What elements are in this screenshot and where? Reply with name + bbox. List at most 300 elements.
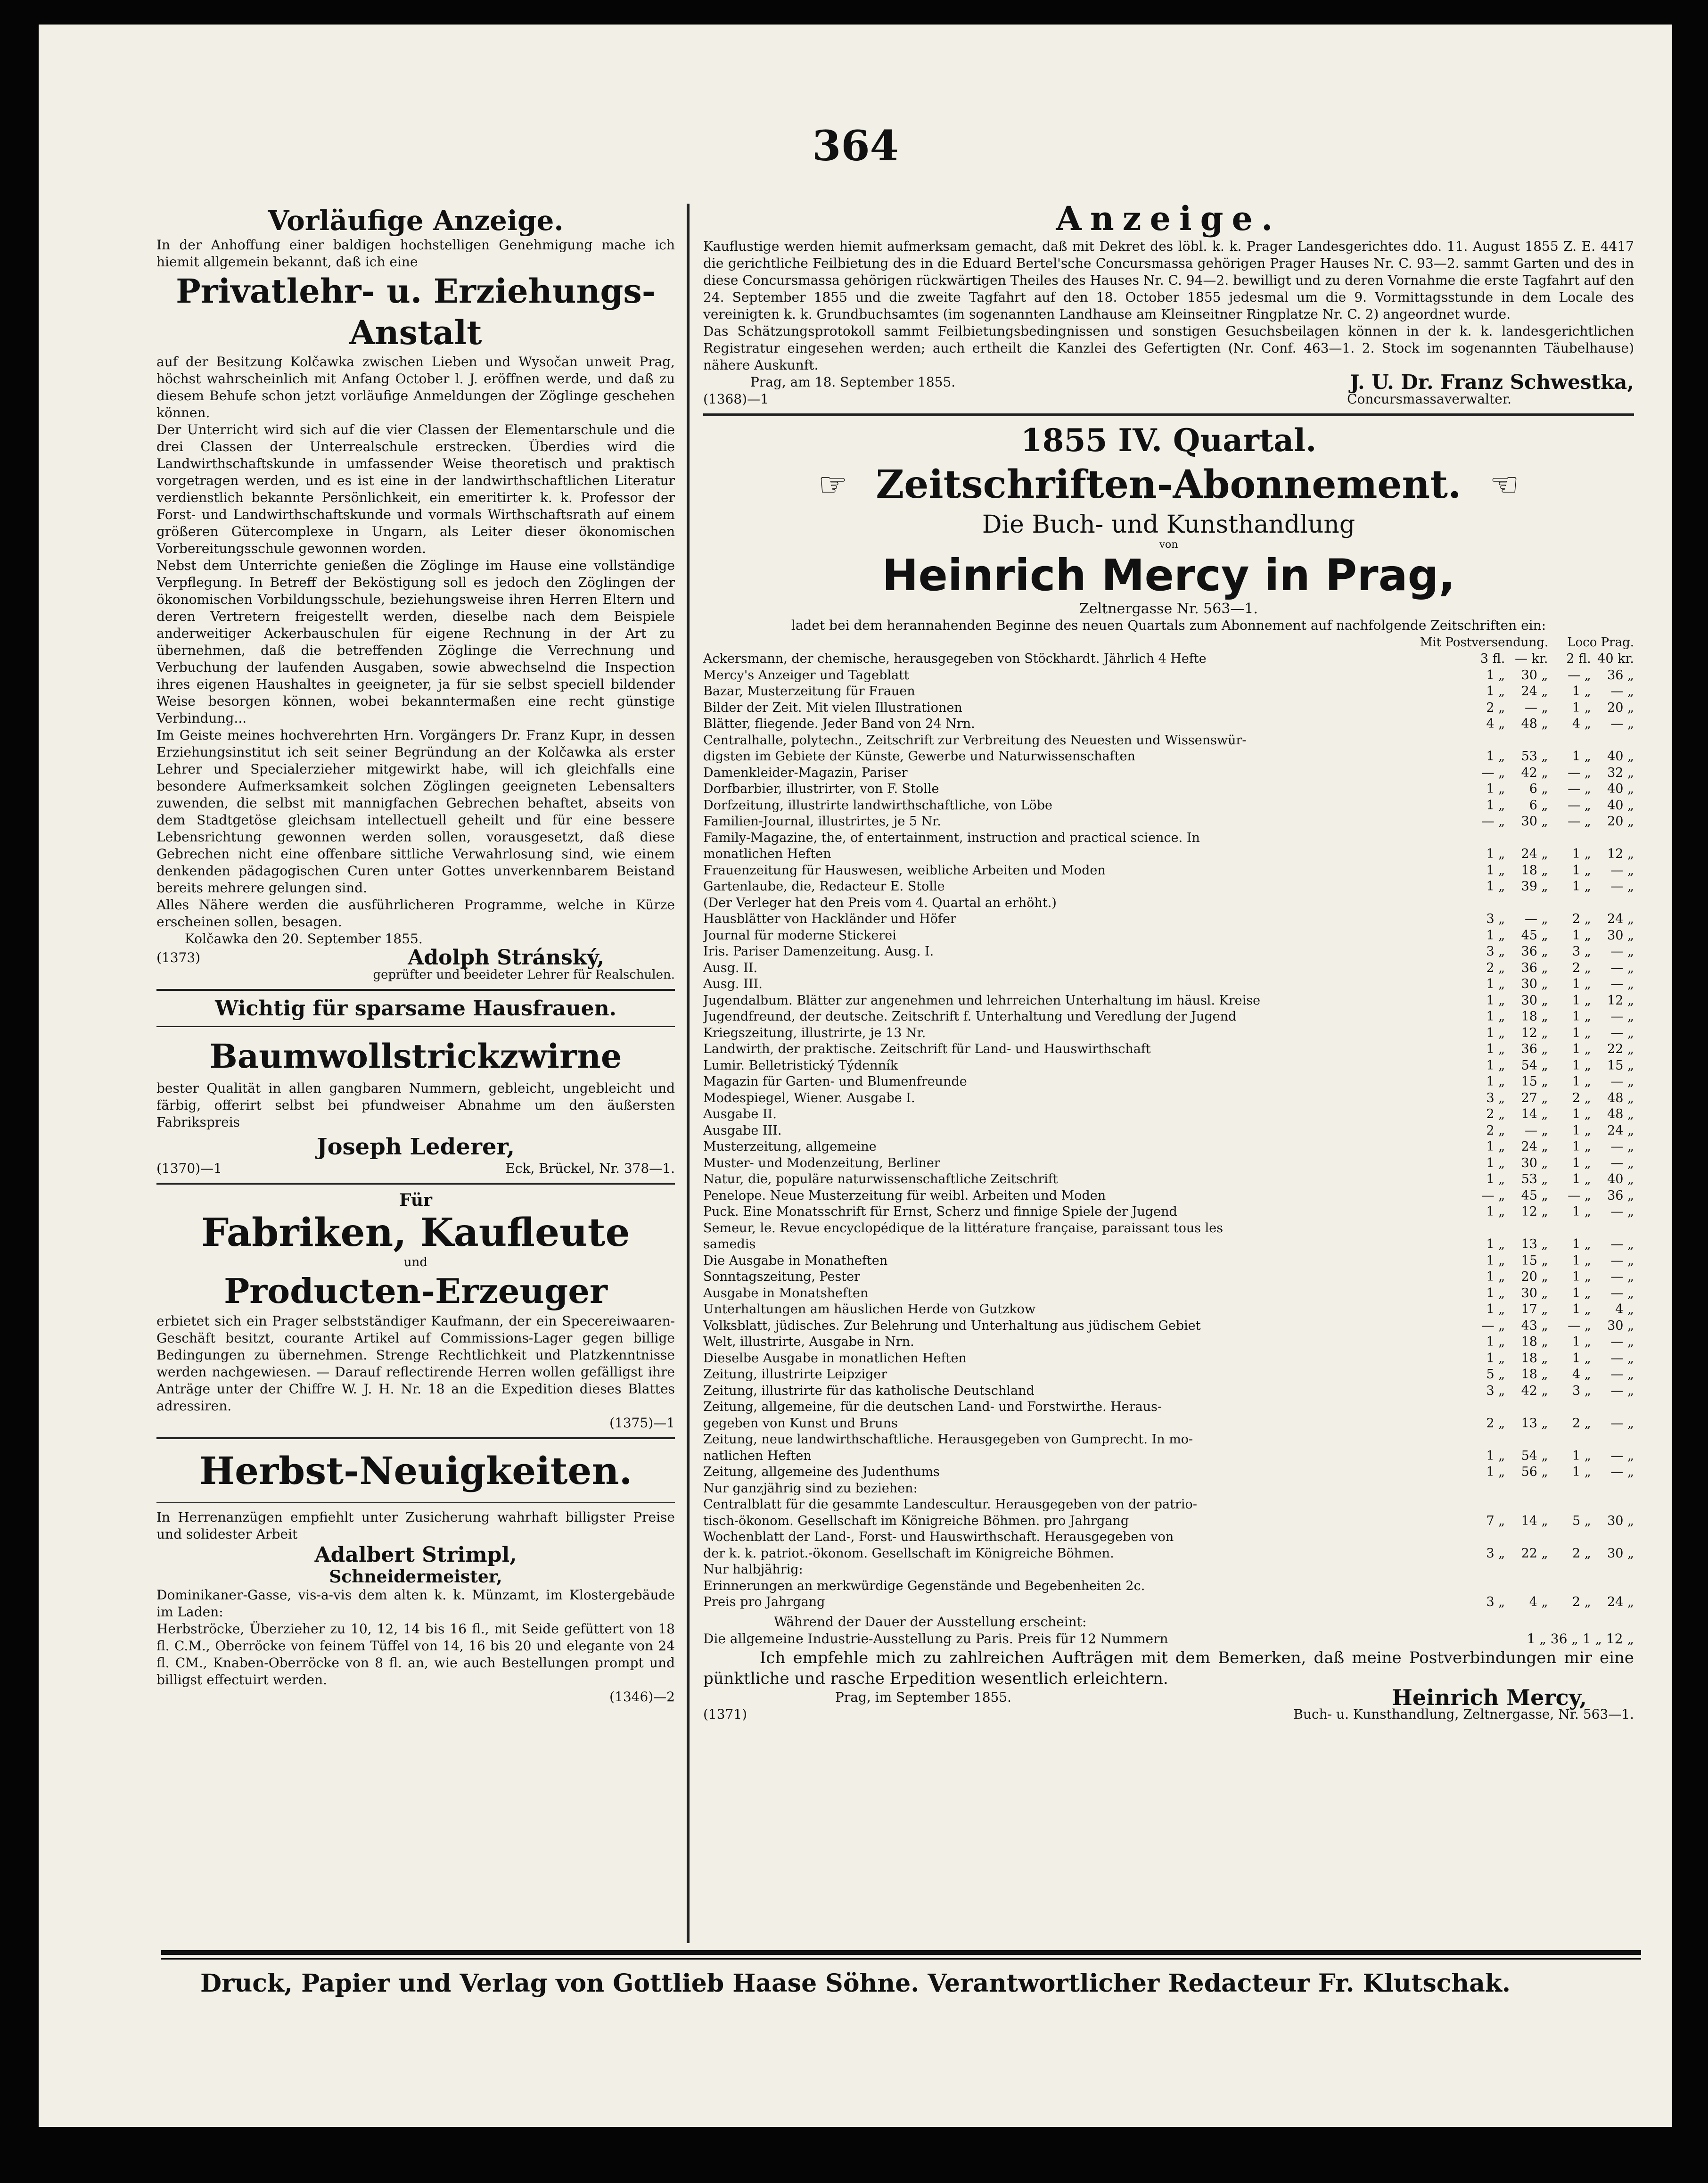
price-row — [703, 1432, 1634, 1448]
price-cell: 3 fl. — [1480, 651, 1505, 666]
price-cell: 2 fl. — [1566, 651, 1591, 666]
ad1-p1: auf der Besitzung Kolčawka zwischen Lieben und Wysočan unweit Prag, höchst wahrscheinlich mit Anfang October l. J. eröffnen werde, und daß zu diesem Behufe schon jetzt vorläufige Anmeldungen der Zöglinge geschehen können. — [156, 354, 675, 420]
ad2-address: Eck, Brückel, Nr. 378—1. — [505, 1161, 675, 1176]
price-cell: 4 „ — [1615, 1302, 1634, 1317]
price-row — [703, 684, 1634, 700]
price-cell: 43 „ — [1521, 1318, 1548, 1333]
ad1-p2: Der Unterricht wird sich auf die vier Classen der Elementarschule und die drei Classen der Unterrealschule erstrecken. Überdies wird die Landwirthschaftskunde in umfassender Weise theoretisch und praktisch vorgetragen werden, und es ist eine in der landwirthschaftlichen Literatur verdienstlich bekannte Persönlichkeit, ein emeritirter k. k. Professor der Forst- und Landwirthschaftskunde und vormals Wirthschaftsrath auf einem größeren Gütercomplexe in Ungarn, als Leiter dieser ökonomischen Vorbereitungsschule gewonnen worden. — [156, 422, 675, 556]
pointing-hand-left-icon: ☜ — [1489, 465, 1519, 504]
ad4-number: (1346)—2 — [609, 1689, 675, 1705]
price-row — [703, 651, 1634, 667]
price-cell: 24 „ — [1521, 684, 1548, 699]
price-cell: 1 „ — [1572, 1204, 1591, 1219]
price-row — [703, 1285, 1634, 1302]
price-cell — [1591, 1220, 1634, 1237]
periodical-title: Lumir. Belletristický Týdenník — [703, 1058, 898, 1073]
price-row — [703, 716, 1634, 733]
ad2-number: (1370)—1 — [156, 1161, 222, 1176]
price-row — [703, 1041, 1634, 1058]
periodical-title: Hausblätter von Hackländer und Höfer — [703, 912, 956, 926]
price-cell — [1548, 830, 1591, 847]
price-cell: 40 kr. — [1597, 651, 1634, 666]
periodical-title: Bazar, Musterzeitung für Frauen — [703, 684, 915, 699]
price-cell: 1 „ — [1572, 1302, 1591, 1317]
price-cell: 3 „ — [1486, 1090, 1505, 1105]
price-cell — [1591, 1562, 1634, 1578]
price-cell: 1 „ — [1486, 1269, 1505, 1284]
periodical-title: Zeitung, illustrirte Leipziger — [703, 1367, 887, 1382]
periodical-title: Penelope. Neue Musterzeitung für weibl. Arbeiten und Moden — [703, 1188, 1106, 1203]
price-row — [703, 1334, 1634, 1351]
price-cell: 36 „ — [1521, 960, 1548, 975]
periodical-title: Modespiegel, Wiener. Ausgabe I. — [703, 1090, 915, 1105]
price-row — [703, 765, 1634, 782]
price-cell: 7 „ — [1486, 1513, 1505, 1528]
anzeige-signature: J. U. Dr. Franz Schwestka, — [1350, 371, 1634, 394]
periodical-title: Sonntagszeitung, Pester — [703, 1269, 861, 1284]
price-cell: 30 „ — [1521, 814, 1548, 829]
price-cell: — „ — [1481, 1188, 1505, 1203]
price-cell: 1 „ — [1486, 928, 1505, 943]
price-row — [703, 814, 1634, 830]
price-cell: 1 „ — [1486, 879, 1505, 894]
price-cell: 1 „ — [1486, 1155, 1505, 1170]
price-cell: 48 „ — [1607, 1090, 1634, 1105]
price-cell: 3 „ — [1572, 1383, 1591, 1398]
shop-address: Zeltnergasse Nr. 563—1. — [1079, 601, 1258, 617]
price-cell: 14 „ — [1521, 1513, 1548, 1528]
price-cell: 56 „ — [1521, 1465, 1548, 1479]
price-cell: 30 „ — [1607, 1546, 1634, 1561]
divider — [156, 989, 675, 991]
price-row — [703, 1578, 1634, 1595]
price-cell: 1 „ — [1486, 749, 1505, 764]
price-cell: 1 „ — [1572, 1172, 1591, 1186]
price-cell: — „ — [1568, 1318, 1591, 1333]
price-cell — [1462, 733, 1505, 749]
price-cell — [1462, 895, 1505, 912]
price-cell: 36 „ — [1521, 1042, 1548, 1056]
price-cell: — „ — [1610, 879, 1634, 894]
price-row — [703, 1204, 1634, 1220]
price-cell: 15 „ — [1521, 1074, 1548, 1089]
price-cell: 3 „ — [1486, 912, 1505, 926]
price-cell: 48 „ — [1521, 717, 1548, 731]
ad4-name: Adalbert Strimpl, — [314, 1543, 517, 1567]
price-cell: 45 „ — [1521, 928, 1548, 943]
price-cell: — „ — [1568, 782, 1591, 796]
quarter-title: 1855 IV. Quartal. — [1020, 422, 1317, 459]
price-cell: 30 „ — [1521, 1155, 1548, 1170]
price-cell: — „ — [1481, 765, 1505, 780]
pointing-hand-right-icon: ☞ — [818, 465, 848, 504]
price-cell: 1 „ — [1572, 1074, 1591, 1089]
price-cell — [1462, 1578, 1505, 1595]
exhibition-line1: Während der Dauer der Ausstellung erscheint: — [774, 1614, 1087, 1630]
price-row — [703, 1090, 1634, 1107]
price-cell: 3 „ — [1486, 1595, 1505, 1609]
periodical-title: Landwirth, der praktische. Zeitschrift für Land- und Hauswirthschaft — [703, 1042, 1151, 1056]
price-cell: 13 „ — [1521, 1237, 1548, 1252]
anzeige-title: Anzeige. — [1056, 199, 1281, 238]
price-row — [703, 1594, 1634, 1611]
closing-sig-sub: Buch- u. Kunsthandlung, Zeltnergasse, Nr. 563—1. — [1293, 1706, 1634, 1722]
price-cell — [1548, 1432, 1591, 1448]
periodical-title: samedis — [703, 1237, 756, 1252]
price-cell: 24 „ — [1521, 847, 1548, 861]
periodical-title: gegeben von Kunst und Bruns — [703, 1416, 898, 1431]
price-cell: 4 „ — [1572, 1367, 1591, 1382]
price-cell: 1 „ — [1572, 1351, 1591, 1366]
periodical-title: Frauenzeitung für Hauswesen, weibliche Arbeiten und Moden — [703, 863, 1106, 878]
price-cell: 53 „ — [1521, 1172, 1548, 1186]
price-cell: 30 „ — [1607, 928, 1634, 943]
price-row — [703, 1123, 1634, 1139]
price-cell: 1 „ — [1572, 1009, 1591, 1024]
price-cell: 1 „ — [1486, 1172, 1505, 1186]
price-cell: — „ — [1610, 1465, 1634, 1479]
ad3-fuer: Für — [399, 1190, 433, 1210]
price-cell: 2 „ — [1486, 1107, 1505, 1121]
price-cell: 1 „ — [1572, 863, 1591, 878]
price-cell: 1 „ — [1572, 749, 1591, 764]
price-cell: 40 „ — [1607, 798, 1634, 813]
price-cell — [1462, 1432, 1505, 1448]
price-row — [703, 976, 1634, 993]
price-cell — [1505, 1220, 1548, 1237]
price-cell: 1 „ — [1486, 1253, 1505, 1268]
price-cell — [1505, 733, 1548, 749]
price-cell: 17 „ — [1521, 1302, 1548, 1317]
price-row — [703, 1318, 1634, 1335]
price-cell: 2 „ — [1572, 1416, 1591, 1431]
closing-text: Ich empfehle mich zu zahlreichen Aufträgen mit dem Bemerken, daß meine Postverbindungen mir eine pünktliche und rasche Erpedition wesentlich erleichtern. — [703, 1648, 1634, 1688]
periodical-title: Dieselbe Ausgabe in monatlichen Heften — [703, 1351, 967, 1366]
price-cell: 12 „ — [1607, 847, 1634, 861]
price-cell: 2 „ — [1486, 1416, 1505, 1431]
price-cell: 40 „ — [1607, 1172, 1634, 1186]
price-cell: 15 „ — [1521, 1253, 1548, 1268]
price-cell: 42 „ — [1521, 1383, 1548, 1398]
price-row — [703, 1188, 1634, 1204]
price-cell: 6 „ — [1529, 782, 1548, 796]
periodical-title: Ausgabe in Monatsheften — [703, 1285, 869, 1301]
price-cell: 48 „ — [1607, 1107, 1634, 1121]
periodical-title: Zeitung, allgemeine des Judenthums — [703, 1465, 940, 1479]
periodical-title: Damenkleider-Magazin, Pariser — [703, 765, 908, 780]
price-cell — [1462, 1220, 1505, 1237]
price-row — [703, 1416, 1634, 1432]
price-cell: 12 „ — [1521, 1204, 1548, 1219]
price-row — [703, 1464, 1634, 1481]
ad4-intro: In Herrenanzügen empfiehlt unter Zusicherung wahrhaft billigster Preise und solidester Arbeit — [156, 1509, 675, 1542]
periodical-title: Family-Magazine, the, of entertainment, instruction and practical science. In — [703, 830, 1200, 845]
price-cell: 3 „ — [1486, 1383, 1505, 1398]
price-cell: 1 „ — [1572, 993, 1591, 1008]
price-cell: 18 „ — [1521, 1351, 1548, 1366]
price-cell: 1 „ — [1486, 1058, 1505, 1073]
periodical-title: Natur, die, populäre naturwissenschaftliche Zeitschrift — [703, 1172, 1058, 1186]
price-row — [703, 960, 1634, 977]
periodical-title: Ausgabe III. — [703, 1123, 782, 1138]
price-cell: 1 „ — [1572, 1253, 1591, 1268]
ad1-p3: Nebst dem Unterrichte genießen die Zöglinge im Hause eine vollständige Verpflegung. In Betreff der Beköstigung soll es jedoch den Zöglingen der ökonomischen Vorbildungsschule, beziehungsweise ihren Herren Eltern und deren Vertretern freigestellt werden, dieselbe nach dem Beispiele anderweitiger Ackerbauschulen für eigene Rechnung in der Art zu übernehmen, daß die betreffenden Zöglinge die Verrechnung und Verbuchung der laufenden Ausgaben, sowie abwechselnd die Inspection ihres eigenen Haushaltes in geeigneter, ja für sie selbst speciell bildender Weise besorgen können, wobei bekanntermaßen eine recht günstige Verbindung... — [156, 558, 675, 726]
price-cell: — „ — [1610, 1383, 1634, 1398]
price-cell: 1 „ — [1572, 1155, 1591, 1170]
periodical-title: Musterzeitung, allgemeine — [703, 1139, 877, 1154]
price-row — [703, 1269, 1634, 1285]
price-row — [703, 830, 1634, 847]
price-cell: 12 „ — [1521, 1025, 1548, 1040]
price-cell — [1462, 1529, 1505, 1546]
price-row — [703, 1171, 1634, 1188]
price-cell: — „ — [1610, 1269, 1634, 1284]
lead-text: ladet bei dem herannahenden Beginne des neuen Quartals zum Abonnement auf nachfolgende Zeitschriften ein: — [791, 618, 1546, 633]
price-cell: 1 „ — [1572, 928, 1591, 943]
divider — [156, 1026, 675, 1027]
ad3-und: und — [403, 1255, 428, 1269]
price-row — [703, 733, 1634, 749]
price-cell: 1 „ — [1572, 1237, 1591, 1252]
price-cell: 1 „ — [1486, 667, 1505, 683]
price-cell — [1548, 1562, 1591, 1578]
column-divider — [687, 204, 690, 1943]
price-cell: 14 „ — [1521, 1107, 1548, 1121]
exhibition-line2: Die allgemeine Industrie-Ausstellung zu Paris. Preis für 12 Nummern — [703, 1631, 1168, 1647]
price-cell: 1 „ — [1486, 993, 1505, 1008]
price-row — [703, 1529, 1634, 1546]
price-cell — [1548, 733, 1591, 749]
abonnement-title: Zeitschriften-Abonnement. — [876, 462, 1462, 507]
price-row — [703, 1236, 1634, 1253]
price-cell: — „ — [1524, 700, 1548, 715]
price-cell — [1548, 1399, 1591, 1416]
price-cell: 54 „ — [1521, 1058, 1548, 1073]
price-row — [703, 879, 1634, 895]
price-cell: — „ — [1568, 798, 1591, 813]
price-cell: 1 „ — [1486, 1025, 1505, 1040]
price-cell: — „ — [1568, 765, 1591, 780]
price-cell: 2 „ — [1572, 960, 1591, 975]
price-cell: — „ — [1610, 1009, 1634, 1024]
price-cell: — „ — [1610, 863, 1634, 878]
price-cell: 1 „ — [1486, 1302, 1505, 1317]
price-cell: — „ — [1610, 1351, 1634, 1366]
price-cell: 2 „ — [1486, 700, 1505, 715]
price-row — [703, 1383, 1634, 1400]
price-cell: 1 „ — [1572, 1285, 1591, 1301]
price-cell: 1 „ — [1572, 1465, 1591, 1479]
price-row — [703, 798, 1634, 814]
price-cell: — „ — [1610, 977, 1634, 991]
price-row — [703, 1399, 1634, 1416]
price-cell: — „ — [1568, 667, 1591, 683]
price-cell: — „ — [1610, 1416, 1634, 1431]
bottom-rule-thin — [161, 1958, 1641, 1960]
price-cell: — kr. — [1515, 651, 1548, 666]
closing-number: (1371) — [703, 1706, 747, 1722]
periodical-title: Kriegszeitung, illustrirte, je 13 Nr. — [703, 1025, 926, 1040]
subtitle: Die Buch- und Kunsthandlung — [982, 511, 1355, 539]
price-cell: 1 „ — [1486, 1448, 1505, 1463]
price-cell — [1462, 1497, 1505, 1513]
periodical-title: Volksblatt, jüdisches. Zur Belehrung und Unterhaltung aus jüdischem Gebiet — [703, 1318, 1201, 1333]
price-cell — [1591, 1481, 1634, 1497]
ad3-number: (1375)—1 — [609, 1415, 675, 1431]
price-cell: 30 „ — [1521, 993, 1548, 1008]
price-cell: 5 „ — [1486, 1367, 1505, 1382]
price-cell: — „ — [1610, 1237, 1634, 1252]
price-cell: 30 „ — [1521, 667, 1548, 683]
price-cell: 1 „ — [1486, 1335, 1505, 1349]
price-cell: 1 „ — [1572, 1139, 1591, 1154]
price-cell: 1 „ — [1572, 1123, 1591, 1138]
price-cell: 5 „ — [1572, 1513, 1591, 1528]
price-cell — [1591, 1529, 1634, 1546]
shop-name: Heinrich Mercy in Prag, — [882, 550, 1455, 601]
divider — [156, 1183, 675, 1185]
price-cell: 22 „ — [1521, 1546, 1548, 1561]
price-cell: 1 „ — [1486, 1009, 1505, 1024]
price-cell: 1 „ — [1572, 1058, 1591, 1073]
periodical-title: Nur ganzjährig sind zu beziehen: — [703, 1481, 918, 1496]
price-cell: 1 „ — [1572, 1448, 1591, 1463]
price-cell: — „ — [1568, 814, 1591, 829]
price-cell: 15 „ — [1607, 1058, 1634, 1073]
closing-date: Prag, im September 1855. — [835, 1689, 1012, 1705]
price-cell: 2 „ — [1572, 1090, 1591, 1105]
price-cell — [1462, 830, 1505, 847]
periodical-title: Ausgabe II. — [703, 1107, 777, 1121]
price-cell: 1 „ — [1486, 798, 1505, 813]
periodical-title: tisch-ökonom. Gesellschaft im Königreiche Böhmen. pro Jahrgang — [703, 1513, 1129, 1528]
bottom-rule — [161, 1950, 1641, 1955]
ad1-sig-sub: geprüfter und beeideter Lehrer für Realschulen. — [373, 968, 675, 982]
periodical-title: Journal für moderne Stickerei — [703, 928, 896, 943]
price-cell: 2 „ — [1572, 912, 1591, 926]
ad3-text: erbietet sich ein Prager selbstständiger Kaufmann, der ein Specereiwaaren-Geschäft besitzt, courante Artikel auf Commissions-Lager gegen billige Bedingungen zu übernehmen. Strenge Rechtlichkeit und Platzkenntnisse werden nachgewiesen. — Darauf reflectirende Herren wollen gefälligst ihre Anträge unter der Chiffre W. J. H. Nr. 18 an die Expedition dieses Blattes adressiren. — [156, 1313, 675, 1414]
price-cell: 1 „ — [1572, 879, 1591, 894]
price-cell: 6 „ — [1529, 798, 1548, 813]
price-cell: 12 „ — [1607, 993, 1634, 1008]
price-cell — [1505, 830, 1548, 847]
price-cell — [1548, 1220, 1591, 1237]
price-cell: — „ — [1481, 1318, 1505, 1333]
price-row — [703, 749, 1634, 765]
price-cell: 3 „ — [1486, 944, 1505, 959]
price-row — [703, 1448, 1634, 1465]
price-cell: 22 „ — [1607, 1042, 1634, 1056]
price-row — [703, 1302, 1634, 1318]
price-cell: 1 „ — [1486, 977, 1505, 991]
price-cell: 20 „ — [1607, 814, 1634, 829]
ad1-title: Vorläufige Anzeige. — [268, 205, 564, 237]
price-row — [703, 1513, 1634, 1530]
price-cell: 1 „ — [1486, 1074, 1505, 1089]
periodical-title: Zeitung, neue landwirthschaftliche. Herausgegeben von Gumprecht. In mo- — [703, 1432, 1193, 1447]
price-row — [703, 1481, 1634, 1497]
price-cell: 39 „ — [1521, 879, 1548, 894]
ad1-date: Kolčawka den 20. September 1855. — [185, 931, 423, 947]
divider — [703, 413, 1634, 416]
exhibition-prices: 1 „ 36 „ 1 „ 12 „ — [1527, 1631, 1634, 1647]
price-cell: — „ — [1610, 1155, 1634, 1170]
price-cell: 24 „ — [1521, 1139, 1548, 1154]
price-cell: — „ — [1481, 814, 1505, 829]
price-cell: 1 „ — [1572, 1269, 1591, 1284]
price-cell — [1591, 1399, 1634, 1416]
price-cell: 36 „ — [1607, 667, 1634, 683]
ad3-title1: Fabriken, Kaufleute — [201, 1210, 630, 1255]
periodical-title: Muster- und Modenzeitung, Berliner — [703, 1155, 940, 1170]
price-cell: 42 „ — [1521, 765, 1548, 780]
price-cell — [1505, 1562, 1548, 1578]
periodical-title: Jugendfreund, der deutsche. Zeitschrift f. Unterhaltung und Veredlung der Jugend — [703, 1009, 1237, 1024]
newspaper-page — [39, 25, 1672, 2127]
price-cell: — „ — [1610, 1025, 1634, 1040]
price-cell: 3 „ — [1572, 944, 1591, 959]
price-cell: 1 „ — [1486, 847, 1505, 861]
price-cell: — „ — [1610, 944, 1634, 959]
von-text: von — [1159, 539, 1178, 551]
periodical-title: Dorfbarbier, illustrirter, von F. Stolle — [703, 782, 939, 796]
price-cell: — „ — [1610, 1367, 1634, 1382]
periodical-title: Ackersmann, der chemische, herausgegeben von Stöckhardt. Jährlich 4 Hefte — [703, 651, 1207, 666]
price-cell — [1505, 1497, 1548, 1513]
periodical-title: Erinnerungen an merkwürdige Gegenstände und Begebenheiten 2c. — [703, 1578, 1145, 1593]
price-cell — [1591, 830, 1634, 847]
price-cell: 36 „ — [1607, 1188, 1634, 1203]
price-row — [703, 993, 1634, 1009]
price-row — [703, 1025, 1634, 1042]
price-cell: 27 „ — [1521, 1090, 1548, 1105]
price-cell: 1 „ — [1486, 1285, 1505, 1301]
price-cell: 20 „ — [1607, 700, 1634, 715]
right-column — [703, 194, 1634, 1723]
price-cell: 4 „ — [1572, 717, 1591, 731]
price-cell: 30 „ — [1607, 1513, 1634, 1528]
price-cell: 54 „ — [1521, 1448, 1548, 1463]
periodical-title: Familien-Journal, illustrirtes, je 5 Nr. — [703, 814, 941, 829]
price-row — [703, 1497, 1634, 1513]
price-cell: — „ — [1610, 1335, 1634, 1349]
price-row — [703, 1074, 1634, 1090]
price-cell — [1548, 1497, 1591, 1513]
anzeige-sig-sub: Concursmassaverwalter. — [1347, 391, 1511, 407]
price-cell: — „ — [1610, 1253, 1634, 1268]
price-cell: — „ — [1568, 1188, 1591, 1203]
closing-signature: Heinrich Mercy, — [1392, 1684, 1587, 1710]
price-row — [703, 700, 1634, 717]
price-cell: 18 „ — [1521, 1367, 1548, 1382]
imprint-footer: Druck, Papier und Verlag von Gottlieb Haase Söhne. Verantwortlicher Redacteur Fr. Klutschak. — [200, 1969, 1511, 1998]
price-cell — [1505, 1578, 1548, 1595]
price-cell: 53 „ — [1521, 749, 1548, 764]
price-cell: 40 „ — [1607, 782, 1634, 796]
price-cell: 1 „ — [1486, 1465, 1505, 1479]
periodical-title: Puck. Eine Monatsschrift für Ernst, Scherz und finnige Spiele der Jugend — [703, 1204, 1177, 1219]
left-column — [156, 194, 675, 1705]
price-cell: 36 „ — [1521, 944, 1548, 959]
periodical-title: digsten im Gebiete der Künste, Gewerbe und Naturwissenschaften — [703, 749, 1135, 764]
ad2-product: Baumwollstrickzwirne — [209, 1037, 622, 1076]
ad2-text: bester Qualität in allen gangbaren Nummern, gebleicht, ungebleicht und färbig, offerirt selbst bei pfundweiser Abnahme um den äußersten Fabrikspreis — [156, 1080, 675, 1130]
price-cell: — „ — [1524, 1123, 1548, 1138]
price-row — [703, 1009, 1634, 1025]
ad1-p5: Alles Nähere werden die ausführlicheren Programme, welche in Kürze erscheinen sollen, besagen. — [156, 897, 675, 930]
ad4-profession: Schneidermeister, — [329, 1567, 502, 1587]
ad2-signature: Joseph Lederer, — [316, 1134, 515, 1160]
